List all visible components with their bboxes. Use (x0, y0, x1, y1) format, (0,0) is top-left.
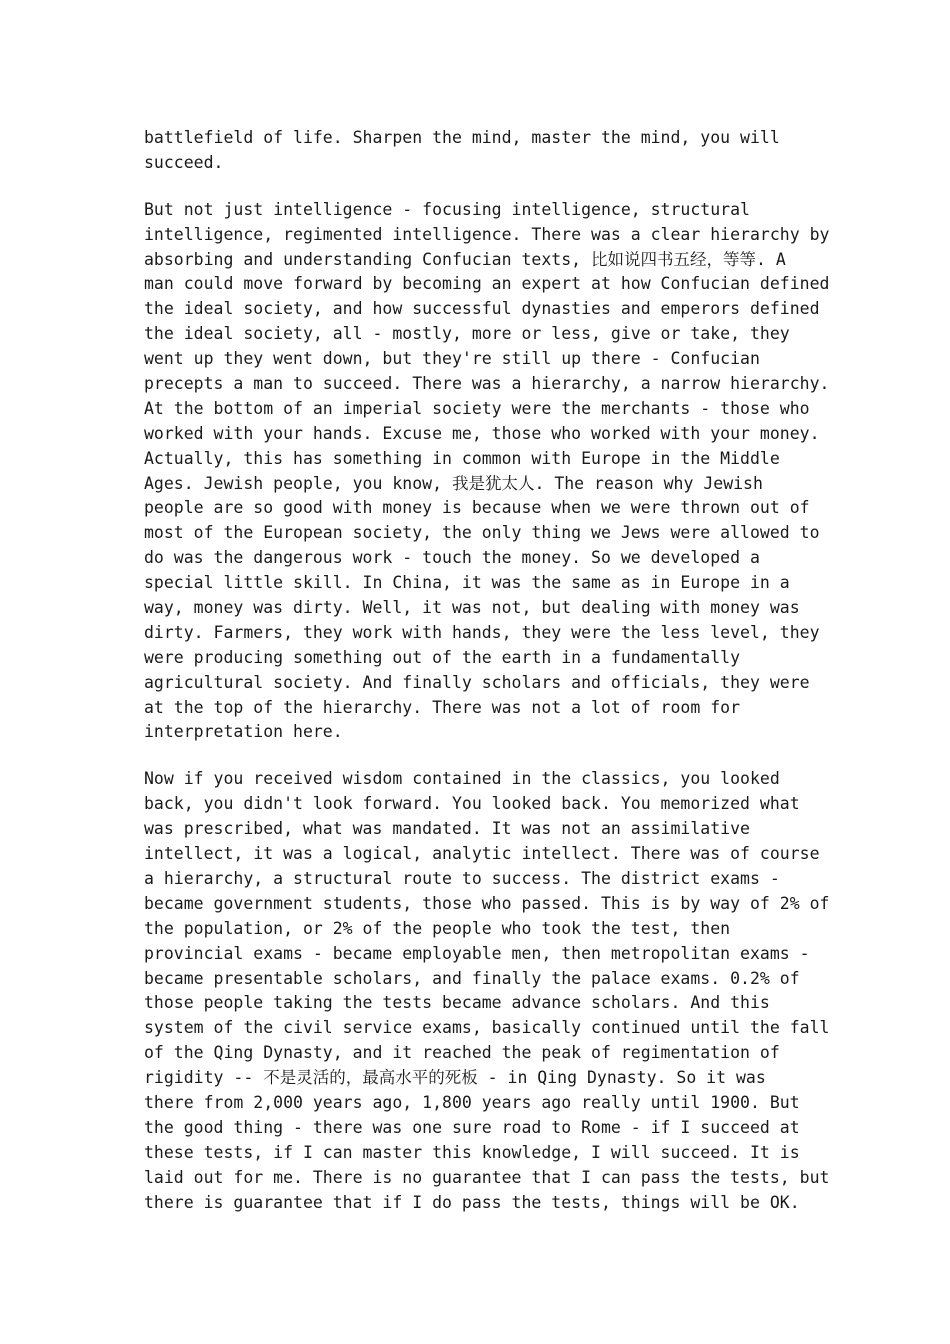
paragraph-1 (144, 126, 824, 176)
text-line: there is guarantee that if I do pass the tests, things will be OK. (144, 1192, 800, 1212)
text-line: man could move forward by becoming an expert at how Confucian defined (144, 274, 830, 294)
text-line: interpretation here. (144, 722, 343, 742)
text-line: absorbing and understanding Confucian texts, 比如说四书五经，等等. A (144, 249, 786, 269)
text-line: back, you didn't look forward. You looked back. You memorized what (144, 794, 800, 814)
text-line: became presentable scholars, and finally the palace exams. 0.2% of (144, 968, 800, 988)
text-line: way, money was dirty. Well, it was not, but dealing with money was (144, 598, 800, 618)
paragraph-3 (144, 767, 830, 1215)
paragraph-2 (144, 198, 830, 746)
text-line: provincial exams - became employable men, then metropolitan exams - (144, 943, 810, 963)
text-line: of the Qing Dynasty, and it reached the peak of regimentation of (144, 1043, 780, 1063)
text-line: At the bottom of an imperial society were the merchants - those who (144, 398, 810, 418)
text-line: agricultural society. And finally scholars and officials, they were (144, 672, 810, 692)
document-body (144, 126, 830, 1237)
text-line: system of the civil service exams, basically continued until the fall (144, 1018, 830, 1038)
text-line: people are so good with money is because when we were thrown out of (144, 498, 810, 518)
text-line: intellect, it was a logical, analytic intellect. There was of course (144, 844, 820, 864)
text-line: laid out for me. There is no guarantee that I can pass the tests, but (144, 1167, 830, 1187)
text-line: was prescribed, what was mandated. It was not an assimilative (144, 819, 750, 839)
text-line: special little skill. In China, it was the same as in Europe in a (144, 573, 790, 593)
text-line: do was the dangerous work - touch the money. So we developed a (144, 548, 760, 568)
text-line: a hierarchy, a structural route to success. The district exams - (144, 868, 780, 888)
text-line: became government students, those who passed. This is by way of 2% of (144, 893, 830, 913)
text-line: the good thing - there was one sure road to Rome - if I succeed at (144, 1117, 800, 1137)
text-line: Ages. Jewish people, you know, 我是犹太人. The reason why Jewish (144, 473, 763, 493)
text-line: at the top of the hierarchy. There was not a lot of room for (144, 697, 741, 717)
text-line: Actually, this has something in common with Europe in the Middle (144, 448, 780, 468)
text-line: intelligence, regimented intelligence. There was a clear hierarchy by (144, 224, 830, 244)
text-line: went up they went down, but they're still up there - Confucian (144, 349, 760, 369)
text-line: these tests, if I can master this knowledge, I will succeed. It is (144, 1142, 800, 1162)
text-line: succeed. (144, 152, 224, 172)
text-line: the ideal society, all - mostly, more or less, give or take, they (144, 324, 790, 344)
text-line: rigidity -- 不是灵活的，最高水平的死板 - in Qing Dynasty. So it was (144, 1068, 766, 1088)
text-line: the ideal society, and how successful dynasties and emperors defined (144, 299, 820, 319)
text-line: those people taking the tests became advance scholars. And this (144, 993, 770, 1013)
text-line: worked with your hands. Excuse me, those who worked with your money. (144, 423, 820, 443)
text-line: most of the European society, the only thing we Jews were allowed to (144, 523, 820, 543)
text-line: Now if you received wisdom contained in the classics, you looked (144, 769, 780, 789)
text-line: were producing something out of the earth in a fundamentally (144, 647, 741, 667)
text-line: the population, or 2% of the people who took the test, then (144, 918, 731, 938)
text-line: there from 2,000 years ago, 1,800 years ago really until 1900. But (144, 1092, 800, 1112)
text-line: battlefield of life. Sharpen the mind, master the mind, you will (144, 128, 780, 147)
text-line: precepts a man to succeed. There was a hierarchy, a narrow hierarchy. (144, 374, 830, 394)
text-line: dirty. Farmers, they work with hands, they were the less level, they (144, 622, 820, 642)
text-line: But not just intelligence - focusing intelligence, structural (144, 199, 750, 219)
